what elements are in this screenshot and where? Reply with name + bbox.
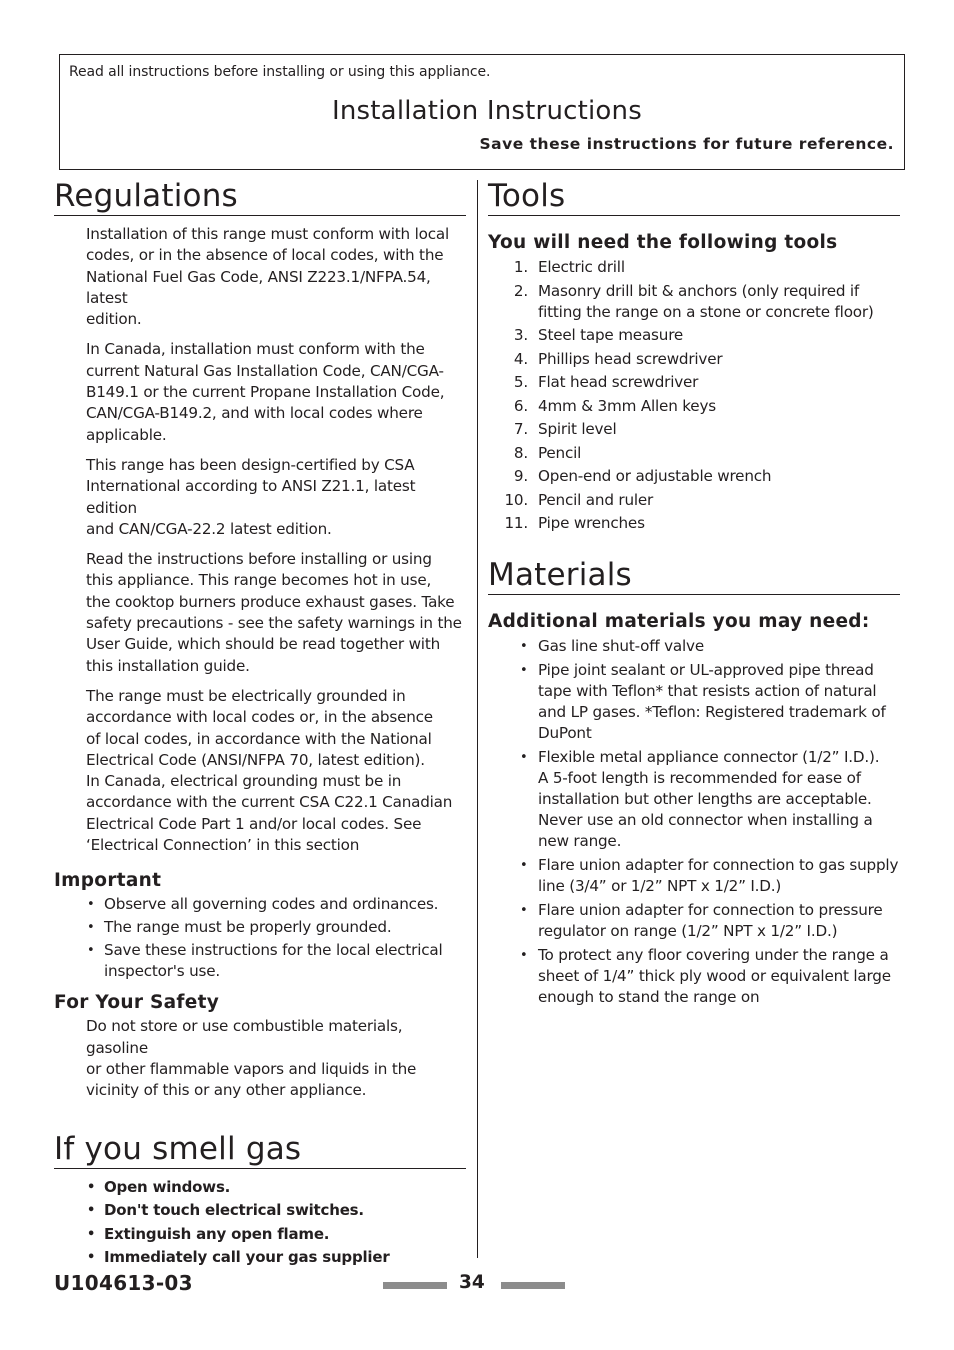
item-number: 3.: [513, 326, 528, 344]
tool-item: [488, 325, 900, 346]
item-number: 10.: [504, 490, 528, 509]
text-line: Gas line shut-off valve: [538, 637, 704, 655]
text-line: Read the instructions before installing or using: [86, 550, 432, 569]
item-number: 4.: [513, 349, 528, 368]
item-number: 2.: [513, 281, 528, 300]
important-heading: Important: [54, 870, 162, 892]
tool-item: [488, 349, 900, 370]
text-line: Do not store or use combustible materials, gasoline: [86, 1017, 403, 1057]
text-line: International according to ANSI Z21.1, latest edition: [86, 477, 416, 517]
text-line: applicable.: [86, 425, 167, 444]
text-line: A 5-foot length is recommended for ease of: [538, 769, 861, 787]
text-line: Never use an old connector when installing a: [538, 811, 873, 829]
text-line: tape with Teflon* that resists action of natural: [538, 682, 877, 700]
bullet-dot: •: [87, 920, 95, 936]
text-line: This range has been design-certified by CSA: [86, 455, 415, 474]
text-line: DuPont: [538, 724, 592, 742]
text-line: Masonry drill bit & anchors (only required if: [538, 281, 860, 300]
text-line: Phillips head screwdriver: [538, 349, 723, 368]
column-divider: [477, 180, 478, 1258]
text-line: Save these instructions for the local electrical: [104, 941, 443, 960]
footer-bar-left: [383, 1282, 447, 1289]
text-line: The range must be electrically grounded in: [86, 686, 406, 705]
text-line: Pencil: [538, 443, 582, 462]
important-list: [54, 894, 466, 982]
item-number: 6.: [513, 396, 528, 415]
bullet-dot: •: [87, 943, 95, 959]
item-number: 1.: [513, 258, 528, 276]
text-line: inspector's use.: [104, 962, 221, 981]
smell-gas-item: [54, 1177, 466, 1198]
bullet-dot: •: [520, 663, 528, 678]
text-line: ‘Electrical Connection’ in this section: [86, 836, 360, 855]
regulations-paragraph: [86, 686, 466, 856]
materials-title: Materials: [488, 557, 900, 595]
bullet-dot: •: [520, 858, 528, 873]
text-line: Steel tape measure: [538, 326, 684, 344]
text-line: accordance with the current CSA C22.1 Canadian: [86, 793, 453, 812]
text-line: Electrical Code (ANSI/NFPA 70, latest edition).: [86, 750, 425, 769]
material-item: [488, 660, 900, 744]
text-line: this installation guide.: [86, 656, 250, 675]
bullet-dot: •: [520, 948, 528, 963]
text-line: sheet of 1/4” thick ply wood or equivalent large: [538, 967, 891, 985]
item-number: 7.: [513, 420, 528, 438]
text-line: accordance with local codes or, in the absence: [86, 708, 433, 727]
text-line: this appliance. This range becomes hot in use,: [86, 571, 432, 590]
bullet-dot: •: [520, 750, 528, 765]
text-line: Extinguish any open flame.: [104, 1224, 330, 1243]
footer-bar-right: [501, 1282, 565, 1289]
text-line: current Natural Gas Installation Code, CAN/CGA-: [86, 361, 444, 380]
header-note: Read all instructions before installing or using this appliance.: [69, 64, 491, 80]
tool-item: [488, 396, 900, 417]
bullet-dot: •: [87, 1203, 96, 1218]
important-item: [54, 917, 466, 938]
materials-list: [488, 636, 900, 1008]
text-line: Installation of this range must conform with local: [86, 225, 449, 243]
text-line: Pipe joint sealant or UL-approved pipe thread: [538, 661, 874, 679]
text-line: Pipe wrenches: [538, 514, 645, 532]
text-line: and LP gases. *Teflon: Registered trademark of: [538, 703, 886, 721]
material-item: [488, 636, 900, 657]
bullet-dot: •: [87, 1179, 96, 1195]
text-line: vicinity of this or any other appliance.: [86, 1081, 367, 1100]
text-line: 4mm & 3mm Allen keys: [538, 396, 716, 415]
tool-item: [488, 490, 900, 511]
material-item: [488, 945, 900, 1008]
header-title: Installation Instructions: [332, 96, 642, 126]
bullet-dot: •: [520, 903, 528, 918]
item-number: 9.: [513, 467, 528, 485]
text-line: Flare union adapter for connection to gas supply: [538, 856, 899, 874]
safety-paragraph: [86, 1016, 466, 1101]
text-line: Spirit level: [538, 420, 617, 438]
text-line: User Guide, which should be read together with: [86, 635, 441, 654]
text-line: the cooktop burners produce exhaust gases. Take: [86, 592, 455, 611]
tool-item: [488, 513, 900, 534]
header-box: [59, 54, 905, 170]
material-item: [488, 747, 900, 852]
text-line: Pencil and ruler: [538, 490, 654, 509]
tool-item: [488, 281, 900, 323]
text-line: Observe all governing codes and ordinances.: [104, 895, 439, 914]
document-code: U104613-03: [54, 1271, 193, 1295]
text-line: and CAN/CGA-22.2 latest edition.: [86, 519, 332, 538]
regulations-title: Regulations: [54, 178, 466, 216]
important-item: [54, 894, 466, 915]
bullet-dot: •: [87, 1226, 96, 1242]
text-line: The range must be properly grounded.: [104, 918, 392, 937]
text-line: new range.: [538, 832, 622, 850]
right-column: [488, 178, 900, 1008]
tools-subtitle: You will need the following tools: [488, 232, 838, 253]
text-line: In Canada, installation must conform with the: [86, 340, 425, 359]
text-line: Flat head screwdriver: [538, 373, 699, 391]
regulations-paragraph: [86, 455, 466, 540]
text-line: line (3/4” or 1/2” NPT x 1/2” I.D.): [538, 877, 782, 895]
bullet-dot: •: [87, 897, 95, 913]
tool-item: [488, 372, 900, 393]
text-line: In Canada, electrical grounding must be in: [86, 772, 402, 791]
regulations-body: [54, 224, 466, 856]
text-line: Open windows.: [104, 1177, 231, 1196]
material-item: [488, 900, 900, 942]
materials-subtitle: Additional materials you may need:: [488, 611, 870, 632]
text-line: Electric drill: [538, 258, 625, 276]
safety-heading: For Your Safety: [54, 992, 220, 1014]
text-line: Electrical Code Part 1 and/or local codes. See: [86, 814, 422, 833]
smell-gas-item: [54, 1200, 466, 1221]
text-line: Immediately call your gas supplier: [104, 1248, 390, 1266]
tools-title: Tools: [488, 178, 900, 216]
smell-gas-item: [54, 1224, 466, 1245]
smell-gas-item: [54, 1247, 466, 1268]
text-line: Flexible metal appliance connector (1/2” I.D.).: [538, 748, 880, 766]
text-line: CAN/CGA-B149.2, and with local codes where: [86, 404, 423, 423]
item-number: 5.: [513, 373, 528, 391]
tool-item: [488, 443, 900, 464]
bullet-dot: •: [87, 1250, 96, 1265]
page-number: 34: [459, 1272, 485, 1293]
item-number: 8.: [513, 443, 528, 462]
bullet-dot: •: [520, 639, 528, 654]
text-line: codes, or in the absence of local codes, with the: [86, 246, 444, 265]
smell-gas-list: [54, 1177, 466, 1269]
header-save-note: Save these instructions for future reference.: [479, 135, 894, 153]
smell-gas-title: If you smell gas: [54, 1131, 466, 1169]
text-line: National Fuel Gas Code, ANSI Z223.1/NFPA.54, latest: [86, 267, 431, 307]
text-line: or other flammable vapors and liquids in the: [86, 1059, 417, 1078]
regulations-paragraph: [86, 549, 466, 677]
text-line: Don't touch electrical switches.: [104, 1201, 364, 1219]
tools-list: [488, 257, 900, 534]
left-column: [54, 178, 466, 1268]
tool-item: [488, 419, 900, 440]
tool-item: [488, 257, 900, 278]
tool-item: [488, 466, 900, 487]
text-line: installation but other lengths are acceptable.: [538, 790, 872, 808]
material-item: [488, 855, 900, 897]
text-line: To protect any floor covering under the range a: [538, 946, 889, 964]
text-line: Flare union adapter for connection to pressure: [538, 901, 883, 919]
text-line: of local codes, in accordance with the National: [86, 729, 432, 748]
regulations-paragraph: [86, 339, 466, 445]
text-line: safety precautions - see the safety warnings in the: [86, 614, 462, 633]
regulations-paragraph: [86, 224, 466, 330]
text-line: enough to stand the range on: [538, 988, 760, 1006]
text-line: fitting the range on a stone or concrete floor): [538, 302, 874, 321]
text-line: Open-end or adjustable wrench: [538, 467, 772, 485]
text-line: regulator on range (1/2” NPT x 1/2” I.D.): [538, 922, 838, 940]
important-item: [54, 940, 466, 982]
item-number: 11.: [504, 514, 528, 532]
text-line: edition.: [86, 310, 142, 329]
text-line: B149.1 or the current Propane Installation Code,: [86, 383, 445, 402]
